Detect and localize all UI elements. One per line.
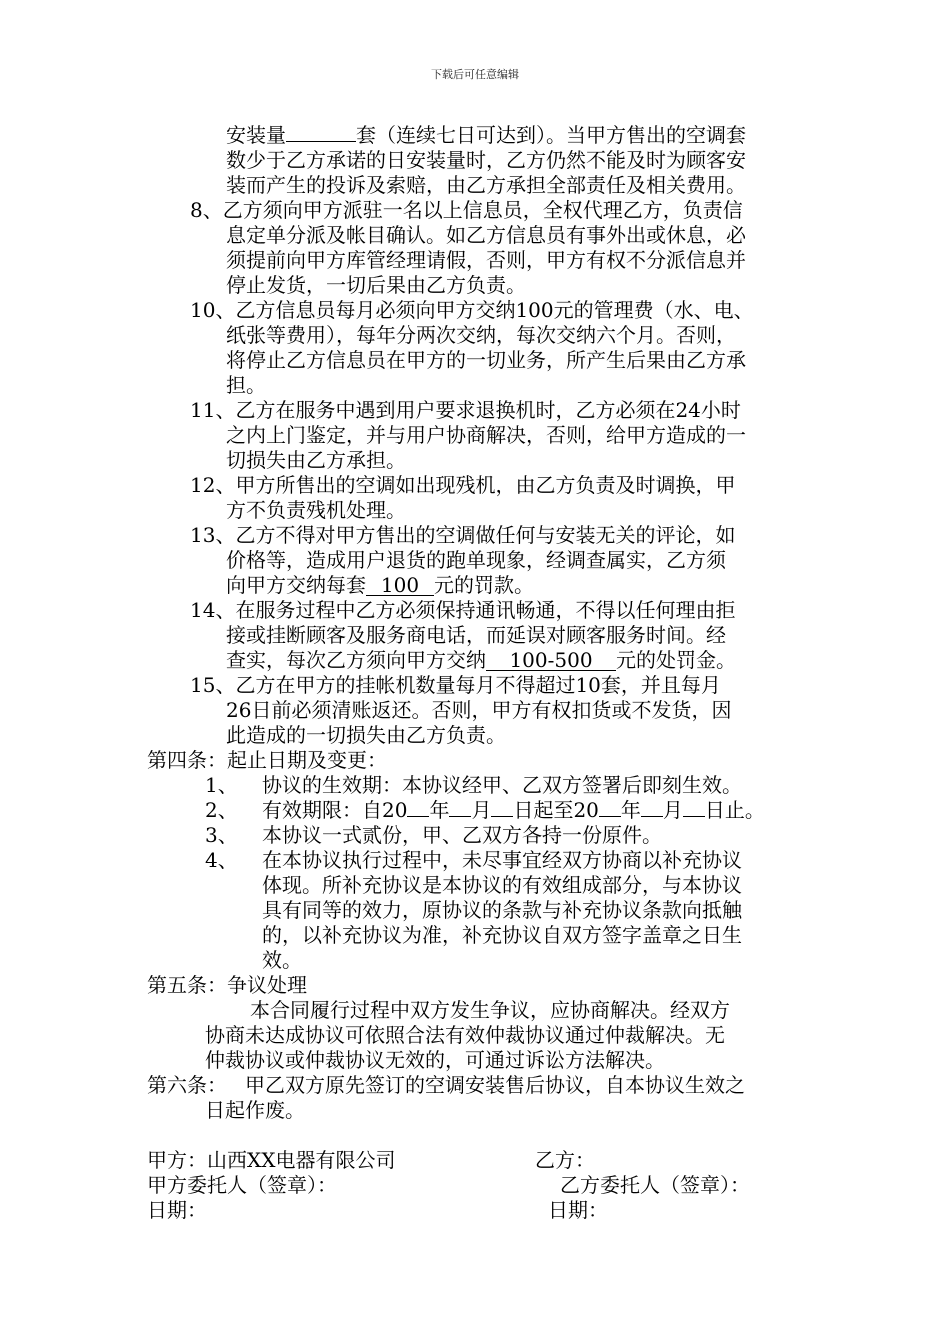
item-11-line-3: 切损失由乙方承担。 [226, 448, 406, 472]
article-5-line-2: 协商未达成协议可依照合法有效仲裁协议通过仲裁解决。无 [205, 1023, 725, 1047]
item-15-line-3: 此造成的一切损失由乙方负责。 [226, 723, 506, 747]
date-blank [683, 816, 705, 817]
date-blank [407, 816, 429, 817]
item-10-line-1: 10、乙方信息员每月必须向甲方交纳100元的管理费（水、电、 [190, 298, 754, 322]
text-segment: 年 [429, 798, 450, 822]
article-4-item-2-text [262, 798, 765, 822]
party-a-name: 甲方：山西XX电器有限公司 [147, 1148, 396, 1172]
item-11-line-1: 11、乙方在服务中遇到用户要求退换机时，乙方必须在24小时 [190, 398, 741, 422]
item-7-line-2: 数少于乙方承诺的日安装量时，乙方仍然不能及时为顾客安 [226, 148, 746, 172]
item-10-line-2: 纸张等费用），每年分两次交纳，每次交纳六个月。否则， [226, 323, 736, 347]
item-13-line-2: 价格等，造成用户退货的跑单现象，经调查属实，乙方须 [226, 548, 726, 572]
text-segment: 向甲方交纳每套 [226, 573, 366, 597]
item-15-line-1: 15、乙方在甲方的挂帐机数量每月不得超过10套，并且每月 [190, 673, 721, 697]
article-6-title: 第六条： [147, 1073, 227, 1097]
date-blank [491, 816, 513, 817]
text-segment: 安装量 [226, 123, 286, 147]
text-segment: 套（连续七日可达到）。当甲方售出的空调套 [356, 123, 746, 147]
text-segment: 月 [471, 798, 492, 822]
article-4-item-2-number: 2、 [205, 798, 238, 822]
article-5-line-1: 本合同履行过程中双方发生争议，应协商解决。经双方 [250, 998, 730, 1022]
text-segment: 查实，每次乙方须向甲方交纳 [226, 648, 486, 672]
date-blank [641, 816, 663, 817]
item-14-line-2: 接或挂断顾客及服务商电话，而延误对顾客服务时间。经 [226, 623, 726, 647]
article-4-item-4-line-4: 的，以补充协议为准，补充协议自双方签字盖章之日生 [262, 923, 742, 947]
article-4-item-3-number: 3、 [205, 823, 238, 847]
item-13-line-1: 13、乙方不得对甲方售出的空调做任何与安装无关的评论，如 [190, 523, 736, 547]
text-segment: 日止。 [704, 798, 765, 822]
party-a-date: 日期： [147, 1198, 207, 1222]
item-8-line-2: 息定单分派及帐目确认。如乙方信息员有事外出或休息，必 [226, 223, 746, 247]
party-b-agent: 乙方委托人（签章）： [560, 1173, 750, 1197]
page-header: 下载后可任意编辑 [431, 68, 519, 81]
item-10-line-3: 将停止乙方信息员在甲方的一切业务，所产生后果由乙方承 [226, 348, 746, 372]
item-8-line-1: 8、乙方须向甲方派驻一名以上信息员，全权代理乙方，负责信 [190, 198, 743, 222]
text-segment: 元的罚款。 [434, 573, 534, 597]
article-5-title: 第五条：争议处理 [147, 973, 307, 997]
item-13-line-3 [226, 573, 534, 597]
party-b-name: 乙方： [535, 1148, 595, 1172]
article-4-item-4-line-3: 具有同等的效力，原协议的条款与补充协议条款向抵触 [262, 898, 742, 922]
article-4-title: 第四条：起止日期及变更： [147, 748, 387, 772]
item-10-line-4: 担。 [226, 373, 266, 397]
date-blank [449, 816, 471, 817]
party-a-agent: 甲方委托人（签章）： [147, 1173, 337, 1197]
text-segment: 月 [662, 798, 683, 822]
penalty-amount: 100 [366, 575, 434, 596]
item-15-line-2: 26日前必须清账返还。否则，甲方有权扣货或不发货，因 [226, 698, 732, 722]
item-14-line-1: 14、在服务过程中乙方必须保持通讯畅通，不得以任何理由拒 [190, 598, 736, 622]
text-segment: 日起至20 [513, 798, 599, 822]
install-quantity-blank [286, 141, 356, 142]
article-4-item-4-number: 4、 [205, 848, 238, 872]
item-12-line-1: 12、甲方所售出的空调如出现残机，由乙方负责及时调换，甲 [190, 473, 736, 497]
item-14-line-3 [226, 648, 736, 672]
fine-amount: 100-500 [486, 650, 616, 671]
article-4-item-4-line-1: 在本协议执行过程中，未尽事宜经双方协商以补充协议 [262, 848, 742, 872]
item-12-line-2: 方不负责残机处理。 [226, 498, 406, 522]
text-segment: 有效期限：自20 [262, 798, 408, 822]
item-11-line-2: 之内上门鉴定，并与用户协商解决，否则，给甲方造成的一 [226, 423, 746, 447]
item-7-line-3: 装而产生的投诉及索赔，由乙方承担全部责任及相关费用。 [226, 173, 746, 197]
item-7-line-1 [226, 123, 746, 147]
text-segment: 元的处罚金。 [616, 648, 736, 672]
article-6-line-2: 日起作废。 [205, 1098, 305, 1122]
article-4-item-3-text: 本协议一式贰份，甲、乙双方各持一份原件。 [262, 823, 662, 847]
item-8-line-4: 停止发货，一切后果由乙方负责。 [226, 273, 526, 297]
article-4-item-4-line-5: 效。 [262, 948, 302, 972]
article-4-item-4-line-2: 体现。所补充协议是本协议的有效组成部分，与本协议 [262, 873, 742, 897]
item-8-line-3: 须提前向甲方库管经理请假，否则，甲方有权不分派信息并 [226, 248, 746, 272]
article-6-line-1: 甲乙双方原先签订的空调安装售后协议，自本协议生效之 [245, 1073, 745, 1097]
article-4-item-1-text: 协议的生效期：本协议经甲、乙双方签署后即刻生效。 [262, 773, 742, 797]
date-blank [599, 816, 621, 817]
article-5-line-3: 仲裁协议或仲裁协议无效的，可通过诉讼方法解决。 [205, 1048, 665, 1072]
party-b-date: 日期： [548, 1198, 608, 1222]
article-4-item-1-number: 1、 [205, 773, 238, 797]
text-segment: 年 [620, 798, 641, 822]
